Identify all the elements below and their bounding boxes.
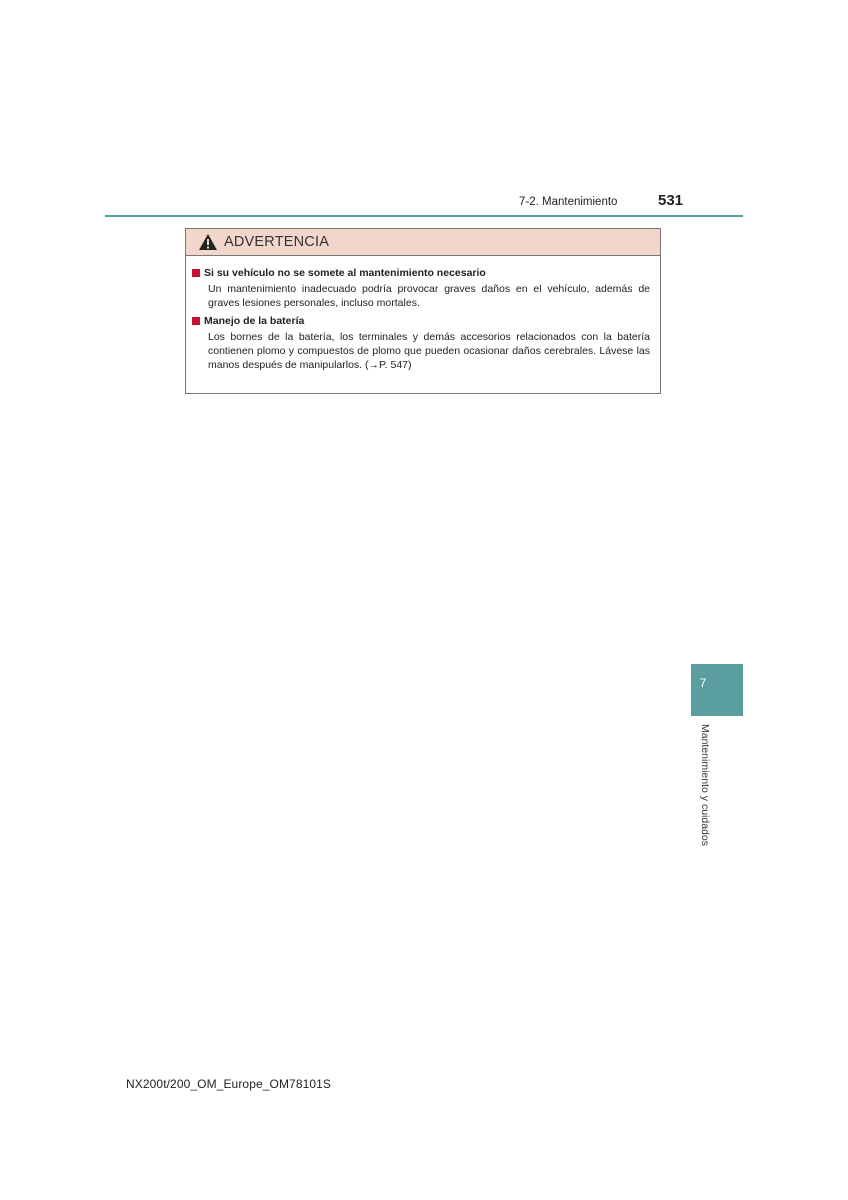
warning-triangle-icon: [198, 233, 218, 251]
bullet-square-icon: [192, 317, 200, 325]
warning-item: [192, 266, 650, 310]
warning-title: ADVERTENCIA: [224, 234, 330, 250]
chapter-number: 7: [699, 676, 707, 690]
warning-item-heading: Si su vehículo no se somete al mantenimiento necesario: [204, 267, 486, 279]
page-number: 531: [658, 192, 684, 209]
warning-box: [185, 228, 661, 394]
header-divider: [105, 215, 743, 217]
bullet-square-icon: [192, 269, 200, 277]
warning-item-text: Los bornes de la batería, los terminales y demás accesorios relacionados con la batería contienen plomo y compuestos de plomo que pueden ocasionar daños cerebrales. Lávese las manos después de manipularlos. (→P. 547): [208, 331, 650, 371]
section-title: 7-2. Mantenimiento: [519, 196, 618, 208]
chapter-tab: [691, 664, 743, 716]
warning-item: [192, 314, 650, 372]
warning-body: [186, 256, 660, 372]
warning-item-heading: Manejo de la batería: [204, 315, 305, 327]
document-code: NX200t/200_OM_Europe_OM78101S: [126, 1077, 332, 1091]
warning-header: [186, 229, 660, 256]
warning-item-text: Un mantenimiento inadecuado podría provocar graves daños en el vehículo, además de graves lesiones personales, incluso mortales.: [208, 283, 650, 309]
chapter-title: Mantenimiento y cuidados: [699, 724, 711, 846]
